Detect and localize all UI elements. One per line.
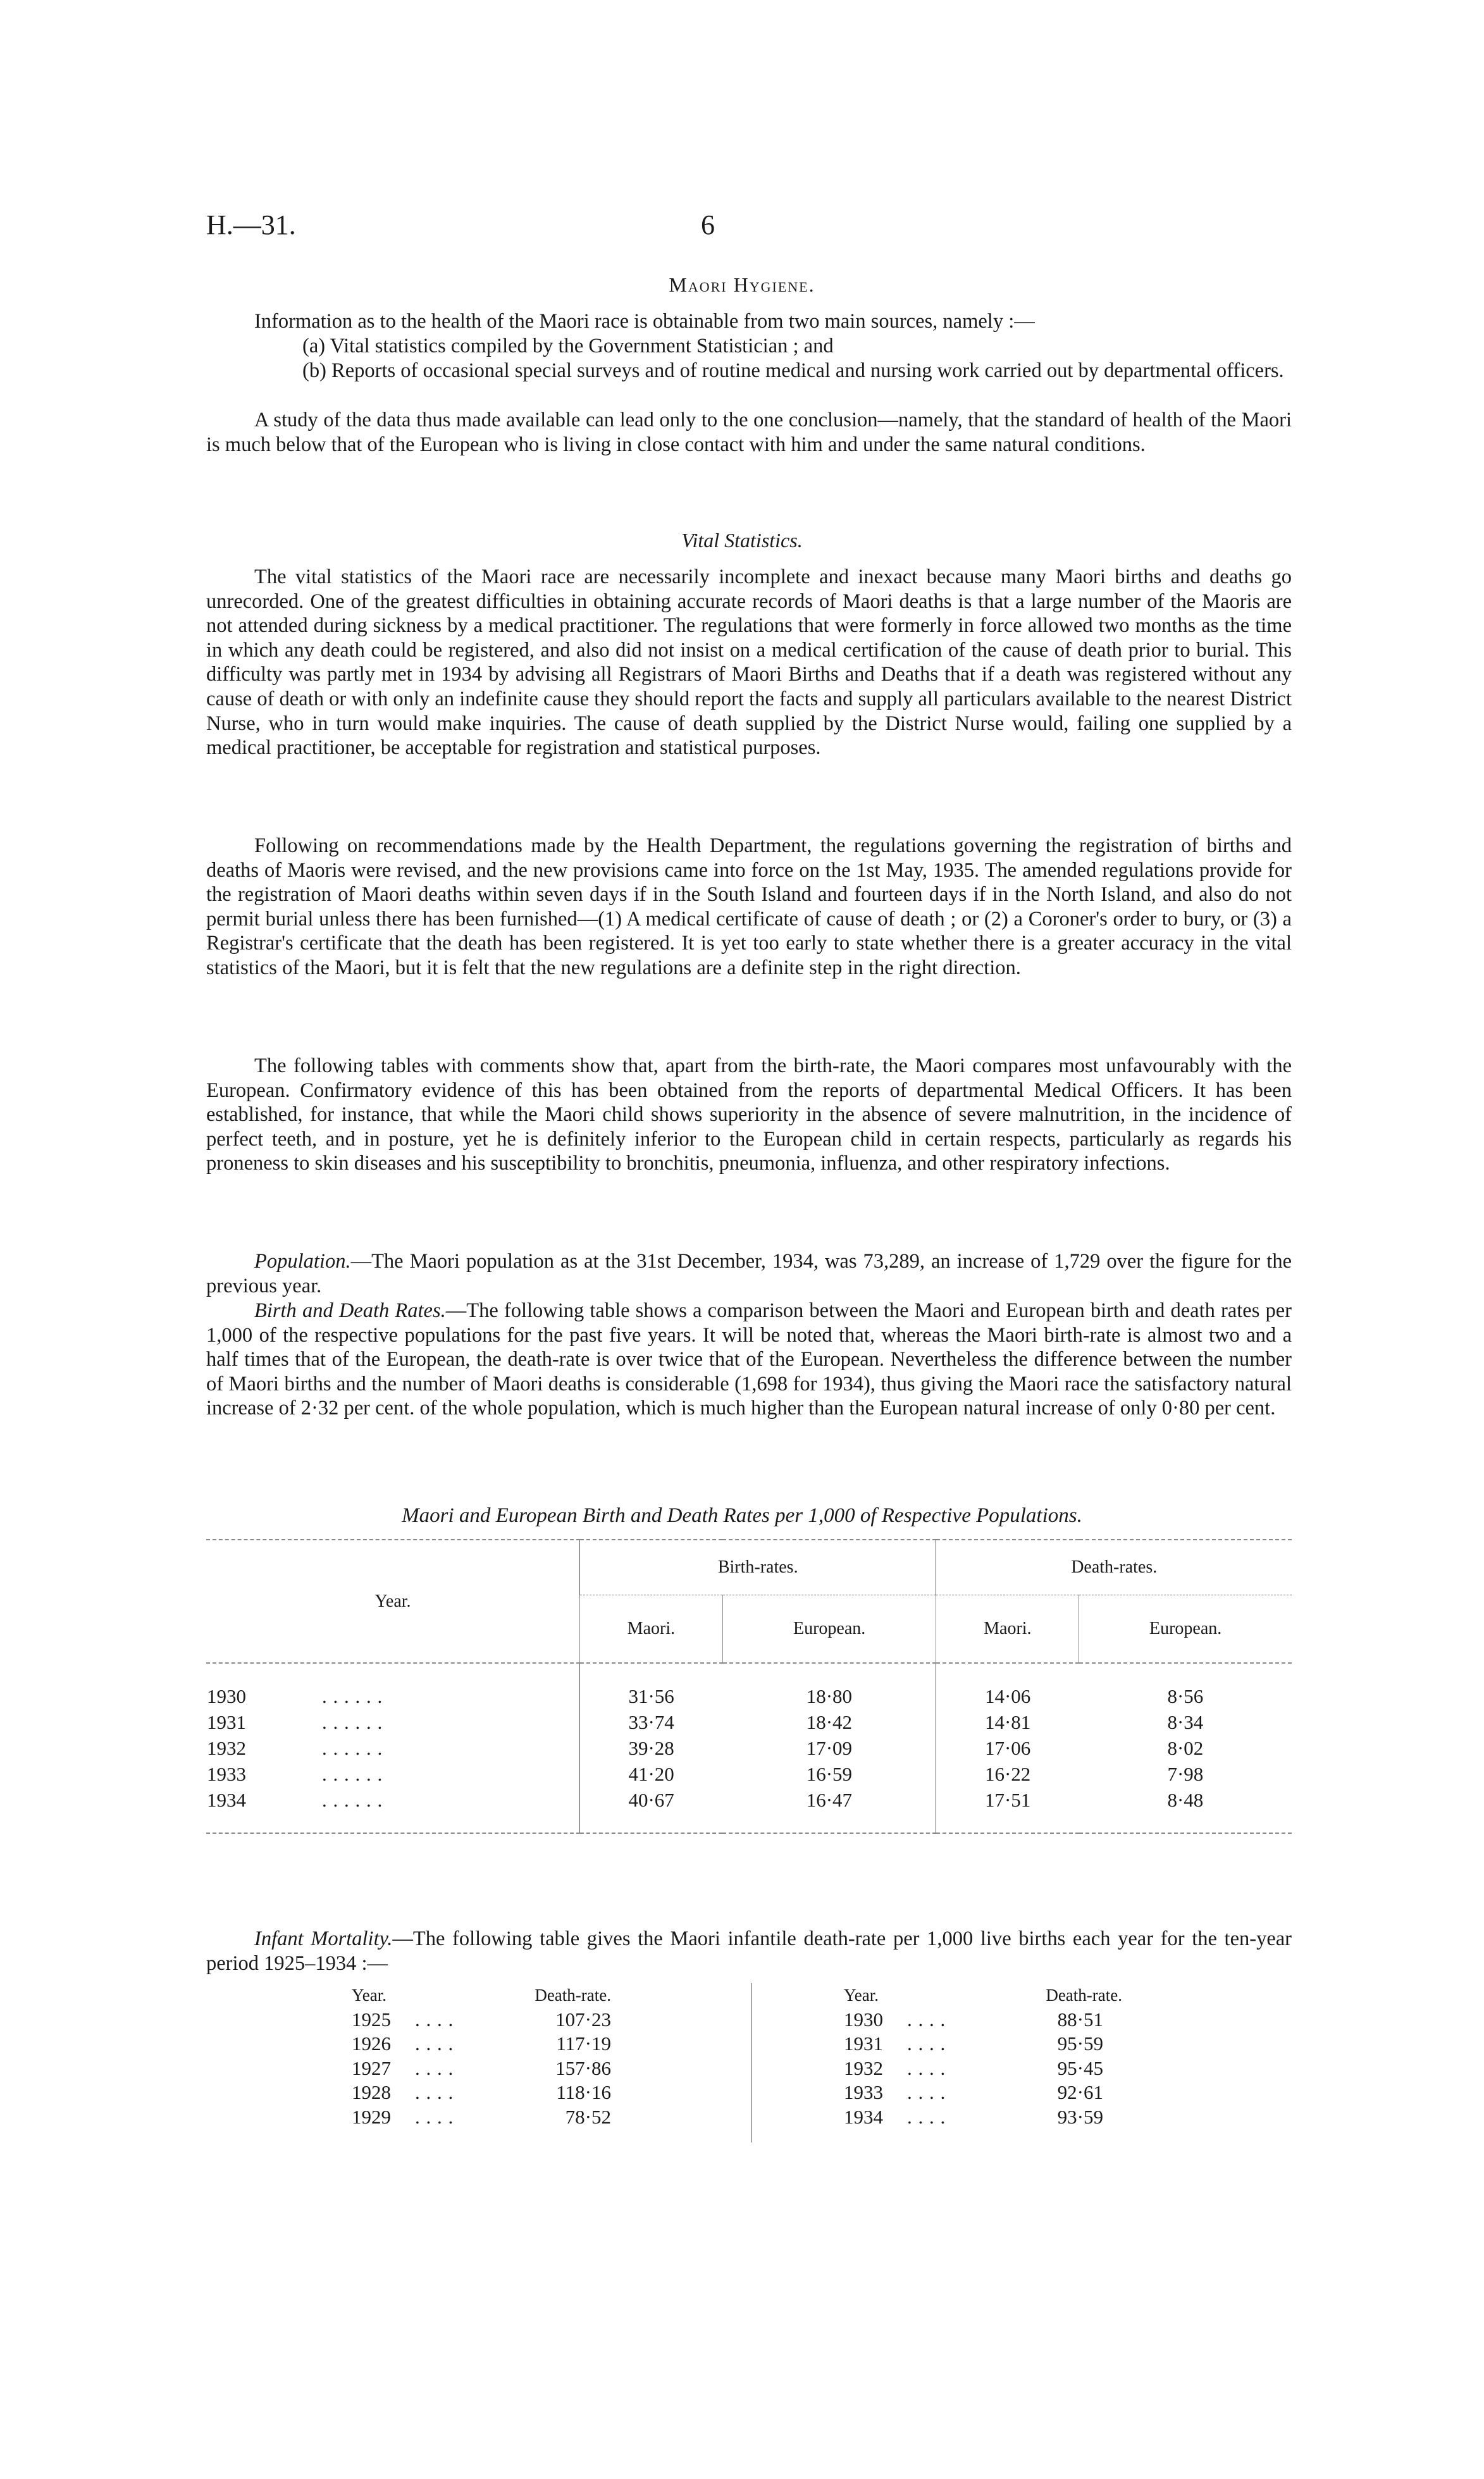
infant-rate: 95·45 [1057, 2056, 1103, 2079]
infant-row [352, 2056, 611, 2081]
source-item-b [302, 359, 1336, 383]
infant-year: 1928 [352, 2081, 391, 2103]
leader-dots: . . . . . . [322, 1762, 383, 1785]
row-year [206, 1787, 580, 1833]
row-year [206, 1735, 580, 1761]
source-text: Reports of occasional special surveys and of routine medical and nursing work carried out by departmental officers. [331, 359, 1284, 382]
conclusion-paragraph: A study of the data thus made available can lead only to the one conclusion—namely, that the standard of health of the Maori is much below that of the European who is living in close contact with him and under the same natural conditions. [206, 409, 1292, 456]
infant-mortality-paragraph [206, 1927, 1292, 1975]
population-paragraph [206, 1249, 1292, 1298]
leader-dots: . . . . [415, 2056, 454, 2079]
year-value: 1931 [207, 1710, 246, 1733]
infant-year-header: Year. [352, 1986, 387, 2005]
leader-dots: . . . . [415, 2008, 454, 2031]
leader-dots: . . . . [907, 2032, 946, 2055]
birth-european-cell: 18·80 [806, 1685, 853, 1707]
infant-year: 1925 [352, 2008, 391, 2031]
infant-row [352, 2080, 611, 2105]
infant-row [844, 2080, 1122, 2105]
infant-header-row [352, 1983, 611, 2008]
death-european-cell: 8·56 [1167, 1685, 1204, 1707]
birth-death-text: —The following table shows a comparison between the Maori and European birth and death rates per 1,000 of the respective populations for the past five years. It will be noted that, whereas the Maori birth-rate is almost two and a half times that of the European, the death-rate is over twice that of the European. Nevertheless the difference between the number of Maori births and the number of Maori deaths is considerable (1,698 for 1934), thus giving the Maori race the satisfactory natural increase of 2·32 per cent. of the whole population, which is much higher than the European natural increase of only 0·80 per cent. [206, 1299, 1292, 1420]
rates-table-caption: Maori and European Birth and Death Rates per 1,000 of Respective Populations. [402, 1504, 1082, 1527]
leader-dots: . . . . [415, 2105, 454, 2128]
birth-european-header: European. [722, 1595, 936, 1664]
death-maori-cell: 17·06 [936, 1735, 1079, 1761]
infant-row [352, 2105, 611, 2130]
infant-year: 1927 [352, 2056, 391, 2079]
infant-rate: 157·86 [555, 2056, 611, 2079]
population-text: —The Maori population as at the 31st December, 1934, was 73,289, an increase of 1,729 over the figure for the previous year. [206, 1250, 1292, 1297]
leader-dots: . . . . [907, 2008, 946, 2031]
leader-dots: . . . . [415, 2032, 454, 2055]
table-row [206, 1761, 1292, 1787]
infant-row [844, 2008, 1122, 2032]
birth-maori-header: Maori. [580, 1595, 723, 1664]
source-text: Vital statistics compiled by the Government Statistician ; and [330, 335, 834, 357]
section-title: Maori Hygiene. [669, 273, 815, 296]
birth-maori-cell: 31·56 [580, 1663, 723, 1709]
infant-year: 1932 [844, 2056, 883, 2079]
birth-european-cell: 17·09 [806, 1736, 853, 1759]
intro-paragraph: Information as to the health of the Maori race is obtainable from two main sources, namely :— [254, 310, 1035, 333]
infant-rate: 78·52 [565, 2105, 611, 2128]
infant-rate: 93·59 [1057, 2105, 1103, 2128]
infant-year: 1933 [844, 2081, 883, 2103]
infant-rate-header: Death-rate. [535, 1986, 611, 2005]
birth-rates-header: Birth-rates. [580, 1540, 936, 1595]
death-european-cell: 7·98 [1167, 1762, 1204, 1785]
year-value: 1933 [207, 1762, 246, 1785]
infant-rate-header: Death-rate. [1046, 1986, 1122, 2005]
birth-european-cell: 16·47 [722, 1787, 936, 1833]
row-year [206, 1709, 580, 1735]
birth-maori-cell: 33·74 [580, 1709, 723, 1735]
leader-dots: . . . . [907, 2081, 946, 2103]
death-rates-header: Death-rates. [936, 1540, 1292, 1595]
leader-dots: . . . . . . [322, 1736, 383, 1759]
infant-row [844, 2056, 1122, 2081]
leader-dots: . . . . . . [322, 1788, 383, 1811]
infant-year: 1929 [352, 2105, 391, 2128]
infant-rate: 117·19 [556, 2032, 611, 2055]
death-maori-header: Maori. [936, 1595, 1079, 1664]
leader-dots: . . . . [907, 2056, 946, 2079]
source-label: (a) [302, 335, 326, 357]
infant-row [844, 2105, 1122, 2130]
death-european-cell: 8·48 [1079, 1787, 1292, 1833]
birth-maori-cell: 39·28 [580, 1735, 723, 1761]
infant-header-row [844, 1983, 1122, 2008]
death-european-cell: 8·34 [1167, 1710, 1204, 1733]
birth-maori-cell: 41·20 [580, 1761, 723, 1787]
death-maori-cell: 14·06 [936, 1663, 1079, 1709]
death-maori-cell: 16·22 [936, 1761, 1079, 1787]
death-maori-cell: 17·51 [936, 1787, 1079, 1833]
infant-row [352, 2008, 611, 2032]
leader-dots: . . . . [415, 2081, 454, 2103]
table-row [206, 1735, 1292, 1761]
infant-year: 1926 [352, 2032, 391, 2055]
infant-table-left [352, 1983, 611, 2129]
leader-dots: . . . . . . [322, 1710, 383, 1733]
year-value: 1930 [207, 1685, 246, 1707]
infant-rate: 107·23 [555, 2008, 611, 2031]
death-maori-cell: 14·81 [936, 1709, 1079, 1735]
birth-european-cell: 16·59 [806, 1762, 853, 1785]
table-row [206, 1663, 1292, 1709]
infant-year: 1930 [844, 2008, 883, 2031]
birth-death-paragraph [206, 1299, 1292, 1421]
infant-rate: 88·51 [1057, 2008, 1103, 2031]
report-reference: H.—31. [206, 209, 296, 240]
infant-rate: 95·59 [1057, 2032, 1103, 2055]
year-value: 1934 [207, 1788, 246, 1811]
vital-paragraph-1: The vital statistics of the Maori race are necessarily incomplete and inexact because many Maori births and deaths go unrecorded. One of the greatest difficulties in obtaining accurate records of Maori deaths is that a large number of the Maoris are not attended during sickness by a medical practitioner. The regulations that were formerly in force allowed two months as the time in which any death could be registered, and also did not insist on a medical certification of the cause of death prior to burial. This difficulty was partly met in 1934 by advising all Registrars of Maori Births and Deaths that if a death was registered without any cause of death or with only an indefinite cause they should report the facts and supply all particulars available to the nearest District Nurse, who in turn would make inquiries. The cause of death supplied by the District Nurse would, failing one supplied by a medical practitioner, be acceptable for registration and statistical purposes. [206, 566, 1292, 760]
year-value: 1932 [207, 1736, 246, 1759]
vital-paragraph-3: The following tables with comments show that, apart from the birth-rate, the Maori compares most unfavourably with the European. Confirmatory evidence of this has been obtained from the reports of departmental Medical Officers. It has been established, for instance, that while the Maori child shows superiority in the absence of severe malnutrition, in the incidence of perfect teeth, and in posture, yet he is definitely inferior to the European child in certain respects, particularly as regards his proneness to skin diseases and his susceptibility to bronchitis, pneumonia, influenza, and other respiratory infections. [206, 1054, 1292, 1175]
infant-year: 1931 [844, 2032, 883, 2055]
infant-row [352, 2032, 611, 2056]
infant-rate: 92·61 [1057, 2081, 1103, 2103]
row-year [206, 1761, 580, 1787]
infant-column-divider [751, 1983, 752, 2142]
year-column-header: Year. [206, 1540, 580, 1663]
infant-mortality-text: —The following table gives the Maori infantile death-rate per 1,000 live births each year for the ten-year period 1925–1934 :— [206, 1927, 1292, 1975]
population-label: Population. [254, 1250, 351, 1273]
vital-statistics-heading: Vital Statistics. [681, 529, 803, 552]
leader-dots: . . . . [907, 2105, 946, 2128]
source-item-a [302, 334, 1336, 359]
vital-paragraph-2: Following on recommendations made by the Health Department, the regulations governing the registration of births and deaths of Maoris were revised, and the new provisions came into force on the 1st May, 1935. The amended regulations provide for the registration of Maori deaths within seven days if in the South Island and fourteen days if in the North Island, and also do not permit burial unless there has been furnished—(1) A medical certificate of cause of death ; or (2) a Coroner's order to bury, or (3) a Registrar's certificate that the death has been registered. It is yet too early to state whether there is a greater accuracy in the vital statistics of the Maori, but it is felt that the new regulations are a definite step in the right direction. [206, 834, 1292, 979]
infant-year-header: Year. [844, 1986, 879, 2005]
leader-dots: . . . . . . [322, 1685, 383, 1707]
page-number: 6 [701, 209, 715, 240]
birth-death-label: Birth and Death Rates. [254, 1299, 446, 1322]
death-european-header: European. [1079, 1595, 1292, 1664]
infant-row [844, 2032, 1122, 2056]
infant-rate: 118·16 [556, 2081, 611, 2103]
table-row [206, 1709, 1292, 1735]
rates-table [206, 1539, 1292, 1834]
birth-maori-cell: 40·67 [580, 1787, 723, 1833]
table-row [206, 1787, 1292, 1833]
row-year [206, 1663, 580, 1709]
death-european-cell: 8·02 [1167, 1736, 1204, 1759]
infant-year: 1934 [844, 2105, 883, 2128]
infant-mortality-label: Infant Mortality. [254, 1927, 393, 1950]
infant-table-right [844, 1983, 1122, 2129]
source-label: (b) [302, 359, 326, 382]
birth-european-cell: 18·42 [806, 1710, 853, 1733]
